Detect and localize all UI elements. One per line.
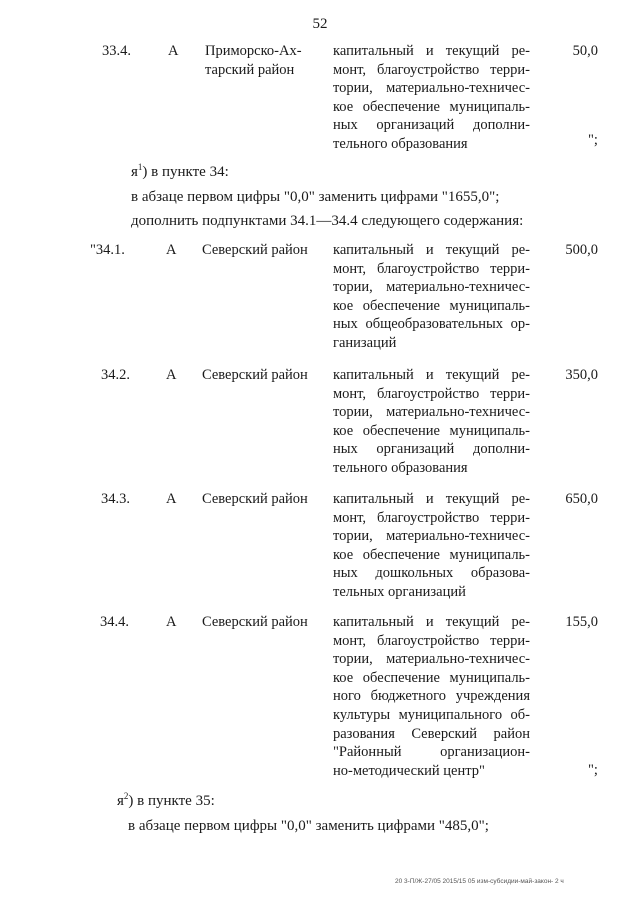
desc-line: капитальный и текущий ре- <box>333 491 530 507</box>
row-description <box>333 613 530 780</box>
desc-line: монт, благоустройство терри- <box>333 509 530 526</box>
row-value: 500,0 <box>565 242 598 258</box>
paragraph-text: в абзаце первом цифры "0,0" заменить цифрами "485,0"; <box>128 818 489 834</box>
desc-line: ганизаций <box>333 334 397 351</box>
paragraph-item-ya2 <box>117 793 215 810</box>
item-letter: я <box>117 793 124 809</box>
row-number: 34.3. <box>101 491 130 507</box>
row-category: А <box>166 491 177 507</box>
item-letter: я <box>131 164 138 180</box>
row-description <box>333 490 530 602</box>
page-number: 52 <box>312 16 328 32</box>
desc-line: но-методический центр" <box>333 762 485 779</box>
desc-line: тельных организаций <box>333 583 466 600</box>
desc-line: тории, материально-техничес- <box>333 80 530 97</box>
row-area-line: тарский район <box>205 61 295 78</box>
desc-line: кое обеспечение муниципаль- <box>333 669 530 686</box>
desc-line: тории, материально-техничес- <box>333 279 530 296</box>
item-superscript: 2 <box>123 791 129 801</box>
desc-line: монт, благоустройство терри- <box>333 61 530 78</box>
row-category: А <box>166 242 177 258</box>
desc-line: кое обеспечение муниципаль- <box>333 297 530 314</box>
desc-line: ных общеобразовательных ор- <box>333 316 530 333</box>
footer-file-path: 20 3-П/Ж-27/05 2015/15 05 изм-субсидии-май-закон- 2 ч <box>395 878 564 885</box>
desc-line: капитальный и текущий ре- <box>333 367 530 383</box>
item-text: ) в пункте 34: <box>142 164 229 180</box>
closing-quote: "; <box>588 762 598 778</box>
paragraph-text: в абзаце первом цифры "0,0" заменить цифрами "1655,0"; <box>131 189 500 205</box>
row-value: 650,0 <box>565 491 598 507</box>
row-number: "34.1. <box>90 242 125 258</box>
row-value: 350,0 <box>565 367 598 383</box>
desc-line: кое обеспечение муниципаль- <box>333 98 530 115</box>
row-description <box>333 366 530 478</box>
desc-line: капитальный и текущий ре- <box>333 242 530 258</box>
desc-line: тории, материально-техничес- <box>333 651 530 668</box>
row-category: А <box>166 614 177 630</box>
row-number: 34.2. <box>101 367 130 383</box>
desc-line: монт, благоустройство терри- <box>333 632 530 649</box>
row-area <box>205 42 302 79</box>
item-superscript: 1 <box>137 162 143 172</box>
row-value: 50,0 <box>572 43 598 59</box>
desc-line: ных организаций дополни- <box>333 117 530 134</box>
row-number: 34.4. <box>100 614 129 630</box>
desc-line: кое обеспечение муниципаль- <box>333 546 530 563</box>
desc-line: капитальный и текущий ре- <box>333 43 530 59</box>
desc-line: тельного образования <box>333 135 468 152</box>
row-area: Северский район <box>202 367 308 383</box>
row-area: Северский район <box>202 242 308 258</box>
desc-line: "Районный организацион- <box>333 744 530 761</box>
desc-line: монт, благоустройство терри- <box>333 260 530 277</box>
desc-line: тории, материально-техничес- <box>333 528 530 545</box>
row-value: 155,0 <box>565 614 598 630</box>
row-description <box>333 42 530 154</box>
item-text: ) в пункте 35: <box>128 793 215 809</box>
row-area: Северский район <box>202 614 308 630</box>
row-area-line: Приморско-Ах- <box>205 43 302 59</box>
desc-line: культуры муниципального об- <box>333 706 530 723</box>
paragraph-item-ya1 <box>131 164 229 181</box>
desc-line: тории, материально-техничес- <box>333 404 530 421</box>
desc-line: монт, благоустройство терри- <box>333 385 530 402</box>
desc-line: тельного образования <box>333 459 468 476</box>
desc-line: ных организаций дополни- <box>333 441 530 458</box>
row-category: А <box>166 367 177 383</box>
desc-line: ных дошкольных образова- <box>333 565 530 582</box>
paragraph-text: дополнить подпунктами 34.1—34.4 следующего содержания: <box>131 213 524 229</box>
desc-line: капитальный и текущий ре- <box>333 614 530 630</box>
desc-line: кое обеспечение муниципаль- <box>333 422 530 439</box>
closing-quote: "; <box>588 132 598 148</box>
desc-line: разования Северский район <box>333 725 530 742</box>
row-category: А <box>168 43 179 59</box>
row-number: 33.4. <box>102 43 131 59</box>
row-area: Северский район <box>202 491 308 507</box>
row-description <box>333 241 530 353</box>
desc-line: ного бюджетного учреждения <box>333 688 530 705</box>
